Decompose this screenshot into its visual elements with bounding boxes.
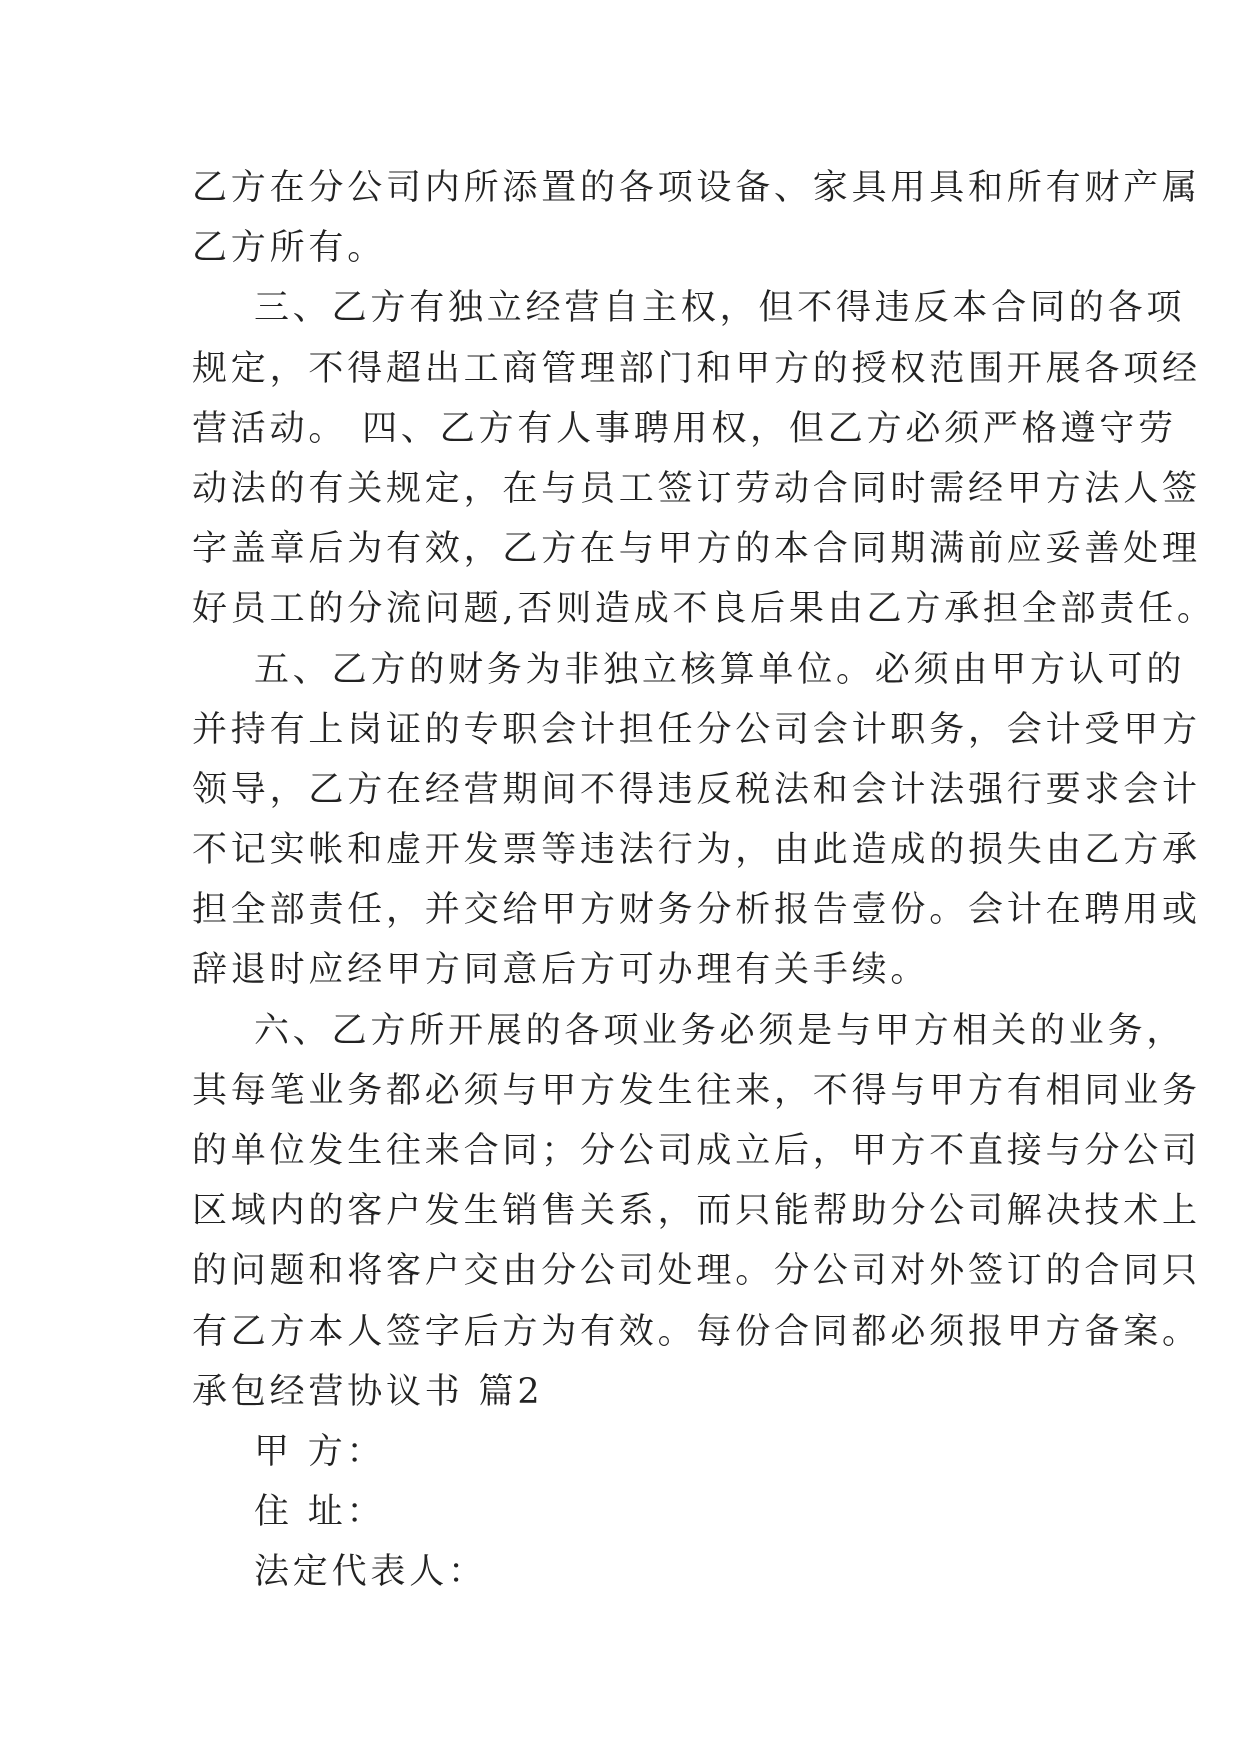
text-line: 乙方所有。 [192, 228, 387, 269]
text-line: 担全部责任，并交给甲方财务分析报告壹份。会计在聘用或 [192, 890, 1201, 931]
text-line: 好员工的分流问题,否则造成不良后果由乙方承担全部责任。 [192, 589, 1216, 630]
text-line: 领导，乙方在经营期间不得违反税法和会计法强行要求会计 [192, 769, 1201, 810]
text-line: 字盖章后为有效，乙方在与甲方的本合同期满前应妥善处理 [192, 529, 1201, 570]
text-line: 的问题和将客户交由分公司处理。分公司对外签订的合同只 [192, 1251, 1201, 1292]
document-body [192, 158, 1216, 1603]
text-line: 区域内的客户发生销售关系，而只能帮助分公司解决技术上 [192, 1191, 1201, 1232]
party-a-field: 甲 方： [254, 1431, 386, 1472]
section-heading: 承包经营协议书 篇2 [192, 1371, 544, 1412]
text-line: 有乙方本人签字后方为有效。每份合同都必须报甲方备案。 [192, 1311, 1201, 1352]
text-line: 动法的有关规定，在与员工签订劳动合同时需经甲方法人签 [192, 468, 1201, 509]
address-field: 住 址： [254, 1492, 386, 1533]
legal-representative-field: 法定代表人： [254, 1552, 487, 1593]
clause-three-start: 三、乙方有独立经营自主权，但不得违反本合同的各项 [254, 288, 1186, 329]
clause-five-start: 五、乙方的财务为非独立核算单位。必须由甲方认可的 [254, 649, 1186, 690]
text-line: 辞退时应经甲方同意后方可办理有关手续。 [192, 950, 930, 991]
text-line: 的单位发生往来合同；分公司成立后，甲方不直接与分公司 [192, 1131, 1201, 1171]
text-line: 乙方在分公司内所添置的各项设备、家具用具和所有财产属 [192, 168, 1201, 208]
clause-six-start: 六、乙方所开展的各项业务必须是与甲方相关的业务， [254, 1010, 1186, 1051]
text-line: 不记实帐和虚开发票等违法行为，由此造成的损失由乙方承 [192, 830, 1201, 871]
text-line: 并持有上岗证的专职会计担任分公司会计职务，会计受甲方 [192, 709, 1201, 750]
text-line: 规定，不得超出工商管理部门和甲方的授权范围开展各项经 [192, 348, 1201, 389]
text-line: 其每笔业务都必须与甲方发生往来，不得与甲方有相同业务 [192, 1070, 1201, 1111]
text-line: 营活动。 四、乙方有人事聘用权，但乙方必须严格遵守劳 [192, 408, 1177, 449]
